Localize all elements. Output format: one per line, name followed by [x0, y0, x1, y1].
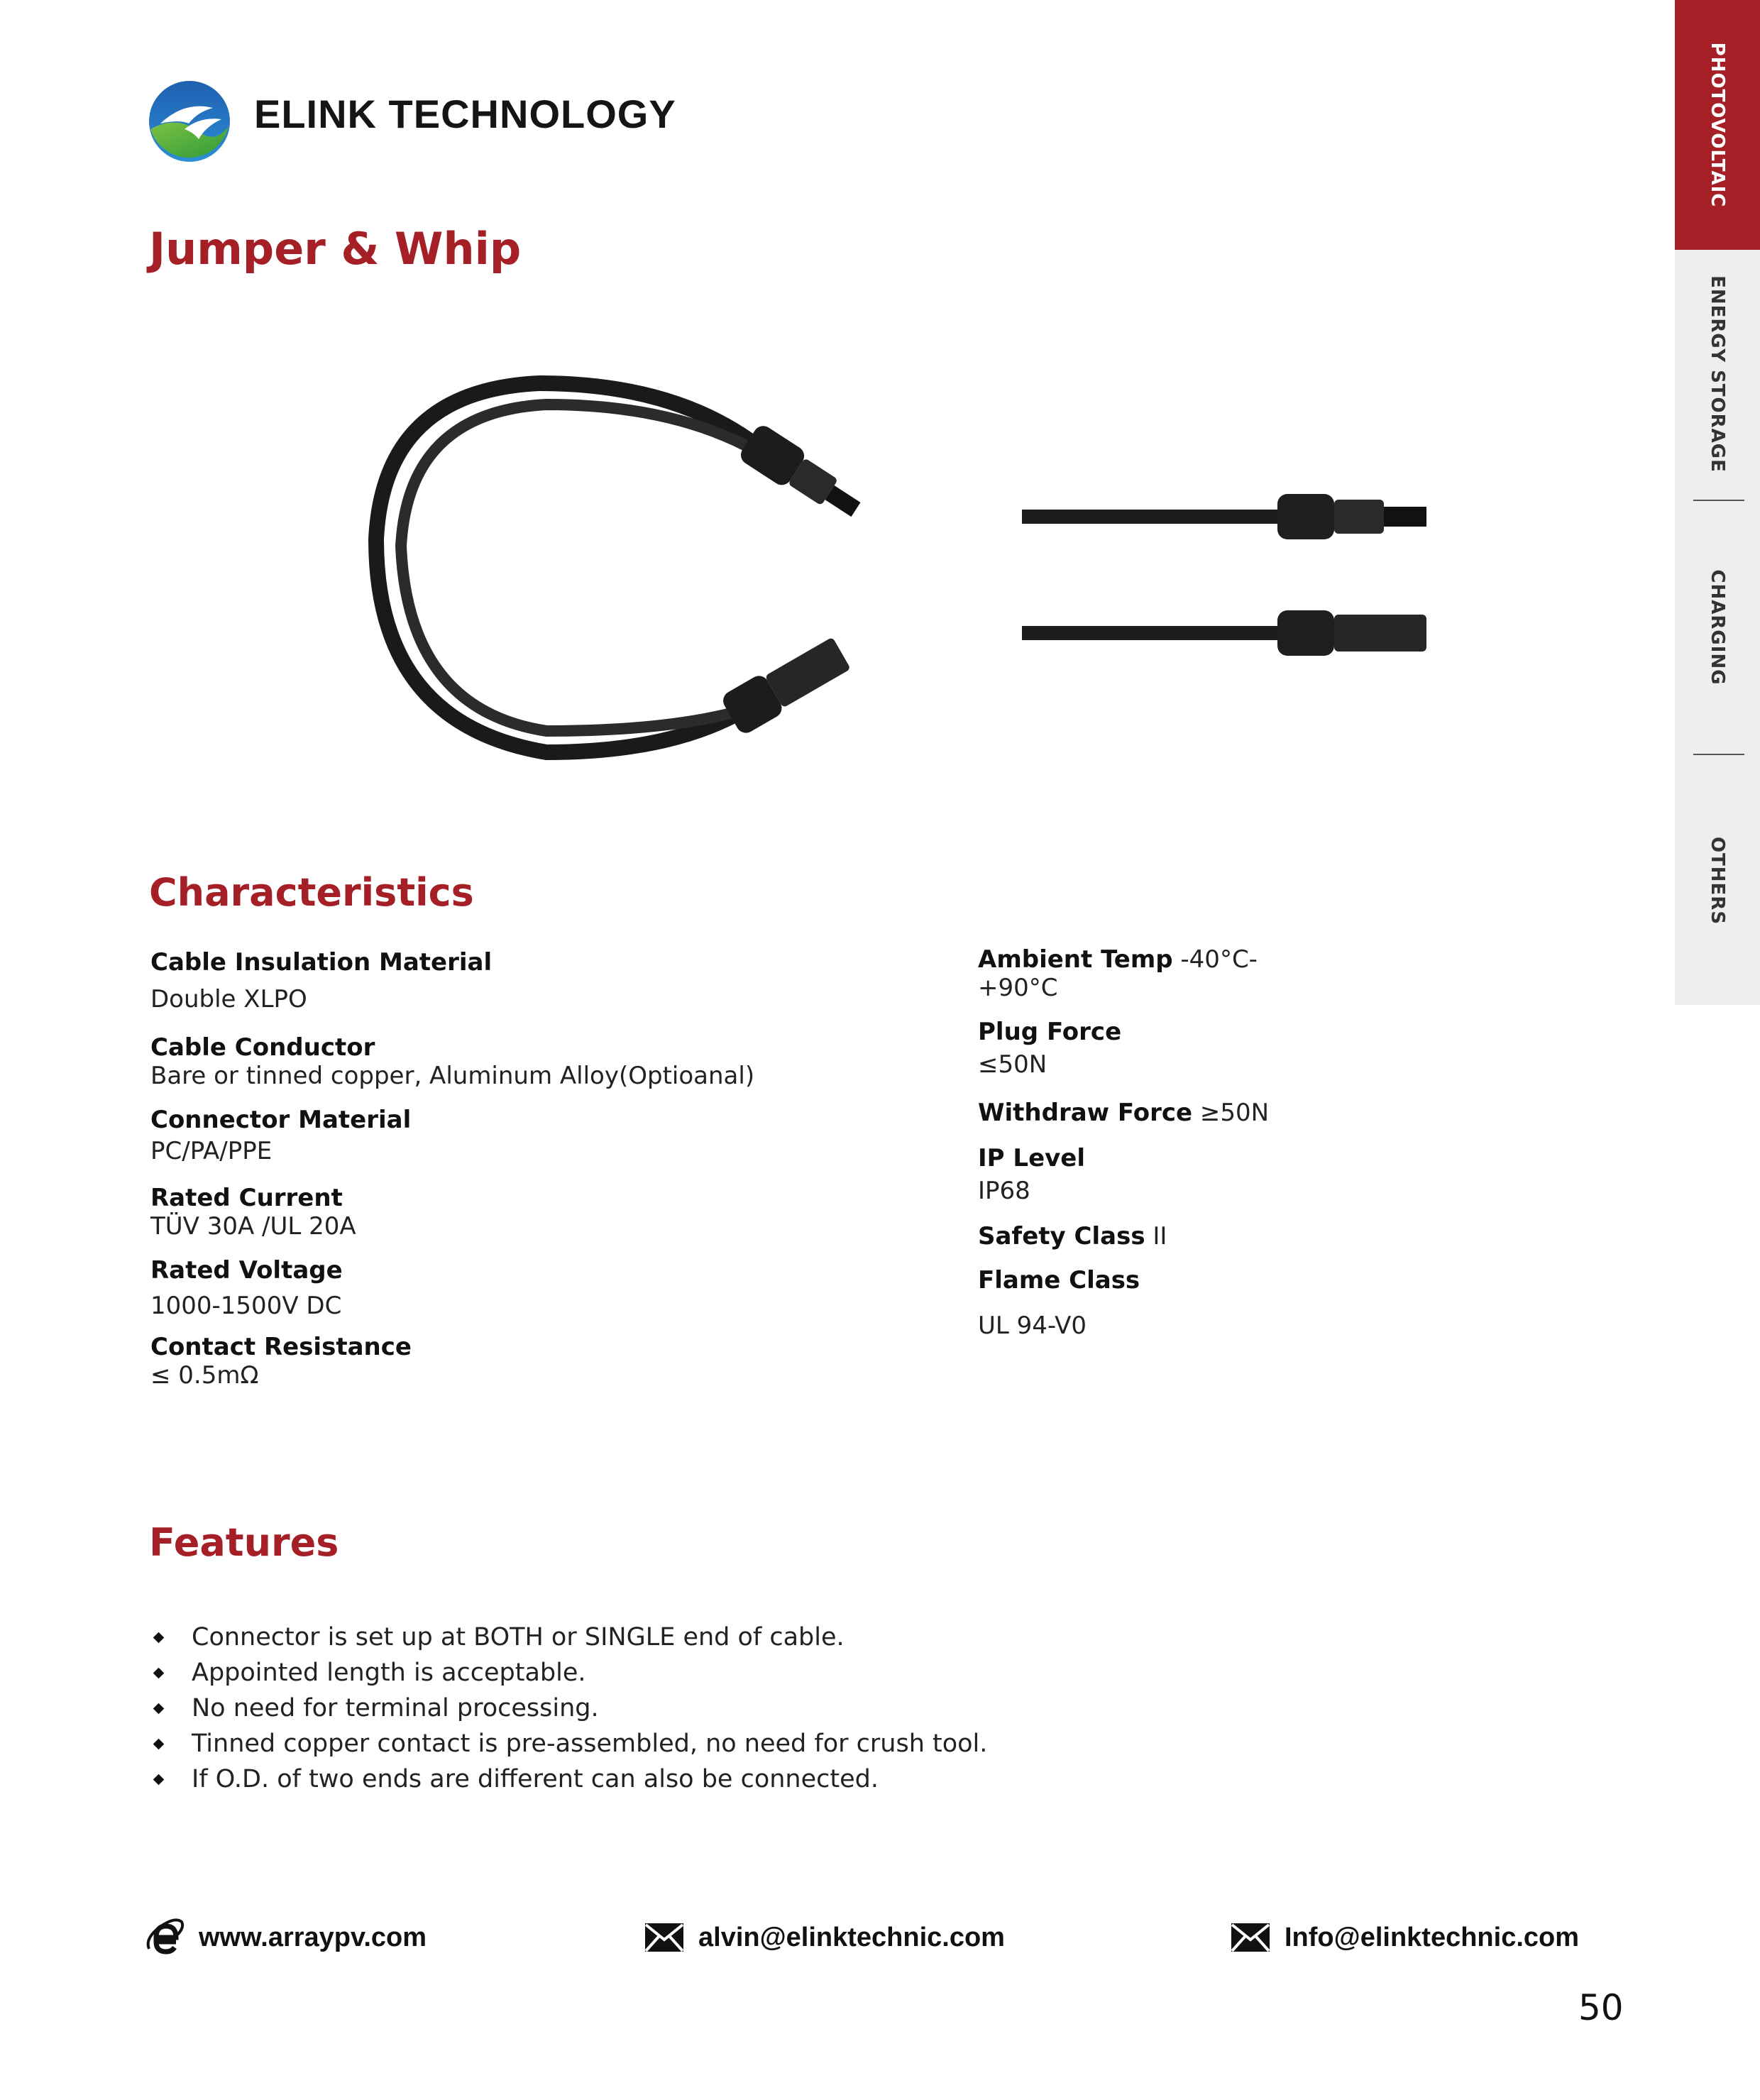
spec-flame-class — [978, 1266, 1140, 1340]
envelope-icon — [1231, 1923, 1270, 1952]
spec-label: IP Level — [978, 1144, 1086, 1172]
spec-insulation — [150, 948, 492, 1013]
spec-value: ≤ 0.5mΩ — [150, 1361, 259, 1390]
feature-item: Connector is set up at BOTH or SINGLE end of cable. — [150, 1620, 987, 1655]
spec-value: 1000-1500V DC — [150, 1292, 342, 1320]
feature-item: Appointed length is acceptable. — [150, 1655, 987, 1691]
page-number: 50 — [1578, 1987, 1624, 2028]
spec-value: TÜV 30A /UL 20A — [150, 1212, 356, 1241]
spec-value: PC/PA/PPE — [150, 1137, 273, 1165]
spec-rated-voltage — [150, 1256, 343, 1320]
spec-label: Safety Class — [978, 1222, 1145, 1250]
cable-ends-connectors-image — [1015, 468, 1441, 681]
spec-label: Ambient Temp — [978, 945, 1173, 974]
spec-value: Bare or tinned copper, Aluminum Alloy(Optioanal) — [150, 1062, 755, 1090]
spec-ip-level — [978, 1144, 1085, 1205]
spec-value: IP68 — [978, 1177, 1030, 1205]
features-list — [150, 1620, 987, 1797]
tab-label: CHARGING — [1707, 569, 1728, 686]
coiled-jumper-cable-image — [362, 355, 901, 781]
spec-rated-current — [150, 1184, 356, 1241]
spec-label: Connector Material — [150, 1106, 412, 1134]
spec-value-cont: +90°C — [978, 974, 1058, 1002]
website-link[interactable]: www.arraypv.com — [199, 1922, 427, 1952]
feature-item: No need for terminal processing. — [150, 1691, 987, 1726]
tab-charging[interactable] — [1675, 498, 1760, 757]
spec-conductor — [150, 1033, 754, 1090]
spec-plug-force — [978, 1018, 1121, 1079]
website-contact[interactable] — [146, 1916, 427, 1959]
tab-others[interactable] — [1675, 757, 1760, 1005]
characteristics-heading: Characteristics — [149, 870, 474, 915]
spec-label: Rated Current — [150, 1184, 343, 1212]
spec-withdraw-force — [978, 1099, 1269, 1127]
email-contact-info[interactable] — [1231, 1916, 1579, 1959]
category-sidebar — [1675, 0, 1760, 1005]
spec-label: Flame Class — [978, 1266, 1140, 1294]
spec-label: Plug Force — [978, 1018, 1122, 1046]
email-link[interactable]: Info@elinktechnic.com — [1285, 1922, 1580, 1952]
spec-label: Rated Voltage — [150, 1256, 343, 1285]
email-contact-alvin[interactable] — [644, 1916, 1005, 1959]
envelope-icon — [644, 1923, 684, 1952]
brand-name: ELINK TECHNOLOGY — [254, 92, 676, 136]
spec-safety-class — [978, 1222, 1167, 1250]
spec-value: UL 94-V0 — [978, 1312, 1087, 1340]
tab-divider — [1693, 754, 1744, 755]
tab-label: OTHERS — [1707, 836, 1728, 925]
spec-value: -40°C- — [1180, 945, 1258, 974]
tab-label: PHOTOVOLTAIC — [1707, 42, 1728, 208]
spec-value: II — [1153, 1222, 1167, 1250]
spec-label: Cable Conductor — [150, 1033, 375, 1062]
tab-photovoltaic[interactable] — [1675, 0, 1760, 250]
spec-label: Contact Resistance — [150, 1333, 412, 1361]
feature-item: Tinned copper contact is pre-assembled, no need for crush tool. — [150, 1726, 987, 1761]
spec-value: ≤50N — [978, 1050, 1047, 1079]
page-title: Jumper & Whip — [149, 223, 522, 275]
spec-value: ≥50N — [1199, 1099, 1270, 1127]
spec-label: Cable Insulation Material — [150, 948, 493, 977]
internet-explorer-icon — [146, 1918, 185, 1957]
feature-item: If O.D. of two ends are different can also be connected. — [150, 1761, 987, 1797]
tab-label: ENERGY STORAGE — [1707, 275, 1728, 473]
spec-connector-material — [150, 1106, 411, 1165]
features-heading: Features — [149, 1520, 339, 1565]
elink-logo-icon — [148, 79, 231, 163]
spec-label: Withdraw Force — [978, 1099, 1193, 1127]
spec-contact-resistance — [150, 1333, 412, 1390]
tab-energy-storage[interactable] — [1675, 250, 1760, 498]
email-link[interactable]: alvin@elinktechnic.com — [698, 1922, 1005, 1952]
spec-value: Double XLPO — [150, 985, 307, 1013]
spec-ambient-temp — [978, 945, 1258, 1002]
